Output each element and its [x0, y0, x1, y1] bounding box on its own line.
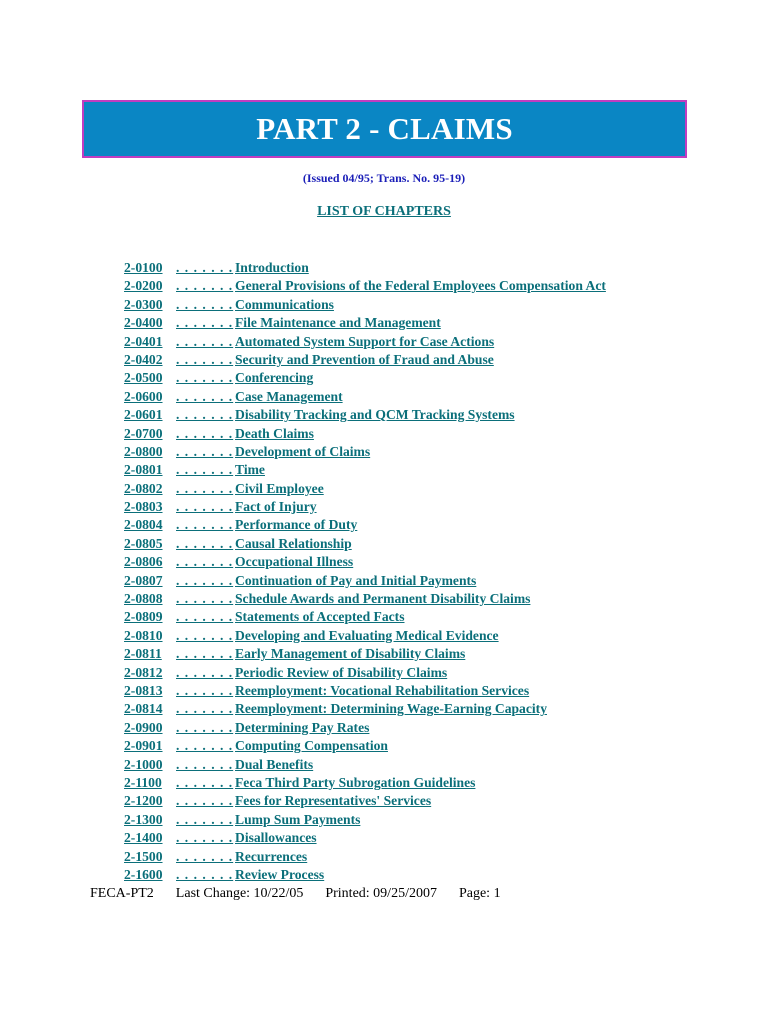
chapter-link-2-0809[interactable]	[124, 608, 405, 626]
chapter-link-2-1300[interactable]	[124, 811, 360, 829]
chapter-item	[124, 314, 606, 332]
chapter-title: Death Claims	[235, 425, 314, 441]
chapter-number: 2-0810	[124, 627, 163, 643]
chapter-title: Performance of Duty	[235, 517, 358, 533]
chapter-link-2-0814[interactable]	[124, 700, 547, 718]
chapter-item	[124, 498, 606, 516]
chapter-leader-dots: . . . . . . .	[176, 517, 234, 533]
chapter-item	[124, 535, 606, 553]
chapter-item	[124, 277, 606, 295]
chapter-number: 2-1600	[124, 866, 163, 882]
chapter-number: 2-0803	[124, 499, 163, 515]
chapter-item	[124, 480, 606, 498]
chapter-number: 2-0806	[124, 554, 163, 570]
chapter-item	[124, 369, 606, 387]
chapter-item	[124, 774, 606, 792]
chapter-leader-dots: . . . . . . .	[176, 370, 234, 386]
chapter-item	[124, 388, 606, 406]
chapter-item	[124, 553, 606, 571]
chapter-leader-dots: . . . . . . .	[176, 866, 234, 882]
chapter-item	[124, 333, 606, 351]
chapter-link-2-0300[interactable]	[124, 296, 334, 314]
chapter-leader-dots: . . . . . . .	[176, 296, 234, 312]
chapter-link-2-0803[interactable]	[124, 498, 317, 516]
chapter-item	[124, 461, 606, 479]
chapter-link-2-0200[interactable]	[124, 277, 606, 295]
chapter-link-2-1500[interactable]	[124, 848, 307, 866]
chapter-link-2-0500[interactable]	[124, 369, 313, 387]
chapter-item	[124, 792, 606, 810]
chapter-leader-dots: . . . . . . .	[176, 425, 234, 441]
chapter-title: Development of Claims	[235, 443, 371, 459]
chapter-leader-dots: . . . . . . .	[176, 591, 234, 607]
chapter-item	[124, 516, 606, 534]
chapter-item	[124, 682, 606, 700]
chapter-leader-dots: . . . . . . .	[176, 664, 234, 680]
chapter-leader-dots: . . . . . . .	[176, 572, 234, 588]
chapter-leader-dots: . . . . . . .	[176, 407, 234, 423]
issued-note: (Issued 04/95; Trans. No. 95-19)	[302, 171, 466, 185]
chapter-title: Statements of Accepted Facts	[235, 609, 405, 625]
chapter-title: Lump Sum Payments	[235, 811, 361, 827]
chapter-number: 2-1500	[124, 848, 163, 864]
footer-page-number: Page: 1	[458, 886, 501, 901]
chapter-link-2-0601[interactable]	[124, 406, 515, 424]
chapter-leader-dots: . . . . . . .	[176, 682, 234, 698]
chapter-title: File Maintenance and Management	[235, 315, 441, 331]
chapter-number: 2-0804	[124, 517, 163, 533]
chapter-title: Civil Employee	[235, 480, 324, 496]
chapter-title: Introduction	[235, 260, 309, 275]
chapter-link-2-0811[interactable]	[124, 645, 465, 663]
chapter-item	[124, 848, 606, 866]
chapter-link-2-1200[interactable]	[124, 792, 431, 810]
chapter-link-2-1400[interactable]	[124, 829, 317, 847]
chapter-number: 2-0601	[124, 407, 163, 423]
chapter-link-2-0901[interactable]	[124, 737, 388, 755]
chapter-title: Dual Benefits	[235, 756, 314, 772]
chapter-link-2-0900[interactable]	[124, 719, 369, 737]
chapter-link-2-0807[interactable]	[124, 572, 476, 590]
chapter-number: 2-0814	[124, 701, 163, 717]
chapter-title: Causal Relationship	[235, 535, 352, 551]
chapter-title: Reemployment: Determining Wage-Earning Capacity	[235, 701, 547, 717]
chapter-title: Conferencing	[235, 370, 314, 386]
chapter-item	[124, 572, 606, 590]
chapter-link-2-1600[interactable]	[124, 866, 324, 884]
chapter-number: 2-0801	[124, 462, 163, 478]
chapter-link-2-0812[interactable]	[124, 664, 447, 682]
chapter-title: Disallowances	[235, 830, 317, 846]
chapter-leader-dots: . . . . . . .	[176, 315, 234, 331]
chapter-number: 2-0808	[124, 591, 163, 607]
chapter-number: 2-0901	[124, 738, 163, 754]
chapter-item	[124, 645, 606, 663]
chapter-title: Time	[235, 462, 265, 478]
chapter-item	[124, 627, 606, 645]
page-title: PART 2 - CLAIMS	[256, 111, 513, 146]
chapter-leader-dots: . . . . . . .	[176, 756, 234, 772]
chapter-link-2-0813[interactable]	[124, 682, 529, 700]
chapter-leader-dots: . . . . . . .	[176, 554, 234, 570]
chapter-leader-dots: . . . . . . .	[176, 774, 234, 790]
chapter-link-2-0806[interactable]	[124, 553, 353, 571]
chapter-link-2-0810[interactable]	[124, 627, 499, 645]
chapter-leader-dots: . . . . . . .	[176, 260, 234, 275]
chapter-leader-dots: . . . . . . .	[176, 462, 234, 478]
chapter-item	[124, 608, 606, 626]
chapter-item	[124, 737, 606, 755]
chapter-leader-dots: . . . . . . .	[176, 719, 234, 735]
chapter-title: Determining Pay Rates	[235, 719, 370, 735]
chapter-leader-dots: . . . . . . .	[176, 848, 234, 864]
chapter-title: Automated System Support for Case Actions	[235, 333, 495, 349]
chapter-item	[124, 719, 606, 737]
chapter-number: 2-0300	[124, 296, 163, 312]
chapter-leader-dots: . . . . . . .	[176, 627, 234, 643]
chapter-number: 2-0811	[124, 646, 162, 662]
chapter-leader-dots: . . . . . . .	[176, 609, 234, 625]
chapter-link-2-1100[interactable]	[124, 774, 475, 792]
chapter-item	[124, 406, 606, 424]
chapter-link-2-0700[interactable]	[124, 425, 314, 443]
chapter-leader-dots: . . . . . . .	[176, 388, 234, 404]
chapter-number: 2-0805	[124, 535, 163, 551]
chapter-item	[124, 664, 606, 682]
chapter-title: Computing Compensation	[235, 738, 388, 754]
chapter-number: 2-0800	[124, 443, 163, 459]
chapter-number: 2-1000	[124, 756, 163, 772]
chapter-leader-dots: . . . . . . .	[176, 646, 234, 662]
chapter-item	[124, 425, 606, 443]
page-footer	[90, 886, 523, 902]
chapter-item	[124, 811, 606, 829]
list-of-chapters-heading[interactable]: LIST OF CHAPTERS	[317, 204, 451, 219]
chapter-link-2-0802[interactable]	[124, 480, 324, 498]
chapter-number: 2-0200	[124, 278, 163, 294]
chapter-number: 2-0812	[124, 664, 163, 680]
chapter-link-2-1000[interactable]	[124, 756, 313, 774]
chapter-link-2-0100[interactable]	[124, 259, 309, 277]
chapter-leader-dots: . . . . . . .	[176, 811, 234, 827]
footer-doc-id: FECA-PT2	[90, 886, 154, 901]
chapter-title: General Provisions of the Federal Employees Compensation Act	[235, 278, 606, 294]
chapter-title: Disability Tracking and QCM Tracking Systems	[235, 407, 515, 423]
chapter-link-2-0600[interactable]	[124, 388, 343, 406]
chapter-number: 2-0500	[124, 370, 163, 386]
chapter-item	[124, 829, 606, 847]
title-banner	[82, 100, 687, 158]
chapter-item	[124, 700, 606, 718]
chapter-number: 2-1200	[124, 793, 163, 809]
chapter-number: 2-0813	[124, 682, 163, 698]
chapter-leader-dots: . . . . . . .	[176, 278, 234, 294]
chapter-link-2-0808[interactable]	[124, 590, 530, 608]
chapter-list	[124, 259, 606, 884]
chapter-item	[124, 443, 606, 461]
chapter-title: Schedule Awards and Permanent Disability Claims	[235, 591, 531, 607]
chapter-item	[124, 351, 606, 369]
chapter-link-2-0401[interactable]	[124, 333, 494, 351]
chapter-link-2-0804[interactable]	[124, 516, 357, 534]
chapter-item	[124, 756, 606, 774]
chapter-number: 2-0807	[124, 572, 163, 588]
chapter-number: 2-1300	[124, 811, 163, 827]
chapter-leader-dots: . . . . . . .	[176, 351, 234, 367]
chapter-leader-dots: . . . . . . .	[176, 499, 234, 515]
chapter-title: Early Management of Disability Claims	[235, 646, 466, 662]
chapter-number: 2-1100	[124, 774, 162, 790]
chapter-item	[124, 866, 606, 884]
chapter-title: Fees for Representatives' Services	[235, 793, 432, 809]
chapter-link-2-0402[interactable]	[124, 351, 494, 369]
chapter-number: 2-0400	[124, 315, 163, 331]
chapter-item	[124, 259, 606, 277]
chapter-number: 2-0700	[124, 425, 163, 441]
footer-last-change: Last Change: 10/22/05	[175, 886, 304, 901]
chapter-title: Review Process	[235, 866, 325, 882]
chapter-leader-dots: . . . . . . .	[176, 738, 234, 754]
chapter-item	[124, 296, 606, 314]
chapter-leader-dots: . . . . . . .	[176, 830, 234, 846]
chapter-title: Developing and Evaluating Medical Evidence	[235, 627, 499, 643]
chapter-item	[124, 590, 606, 608]
chapter-leader-dots: . . . . . . .	[176, 701, 234, 717]
chapter-leader-dots: . . . . . . .	[176, 535, 234, 551]
chapter-title: Occupational Illness	[235, 554, 354, 570]
chapter-link-2-0400[interactable]	[124, 314, 441, 332]
chapter-title: Continuation of Pay and Initial Payments	[235, 572, 477, 588]
chapter-title: Reemployment: Vocational Rehabilitation Services	[235, 682, 530, 698]
chapter-title: Communications	[235, 296, 334, 312]
footer-printed: Printed: 09/25/2007	[325, 886, 437, 901]
chapter-link-2-0805[interactable]	[124, 535, 352, 553]
chapter-title: Feca Third Party Subrogation Guidelines	[235, 774, 476, 790]
chapter-number: 2-0401	[124, 333, 163, 349]
chapter-number: 2-0402	[124, 351, 163, 367]
chapter-title: Periodic Review of Disability Claims	[235, 664, 448, 680]
chapter-leader-dots: . . . . . . .	[176, 793, 234, 809]
chapter-leader-dots: . . . . . . .	[176, 443, 234, 459]
chapter-title: Case Management	[235, 388, 343, 404]
chapter-number: 2-0802	[124, 480, 163, 496]
chapter-number: 2-1400	[124, 830, 163, 846]
chapter-number: 2-0809	[124, 609, 163, 625]
chapter-leader-dots: . . . . . . .	[176, 333, 234, 349]
chapter-title: Recurrences	[235, 848, 308, 864]
chapter-number: 2-0900	[124, 719, 163, 735]
chapter-leader-dots: . . . . . . .	[176, 480, 234, 496]
chapter-link-2-0801[interactable]	[124, 461, 265, 479]
chapter-number: 2-0100	[124, 260, 163, 275]
chapter-link-2-0800[interactable]	[124, 443, 370, 461]
chapter-title: Security and Prevention of Fraud and Abuse	[235, 351, 494, 367]
chapter-number: 2-0600	[124, 388, 163, 404]
chapter-title: Fact of Injury	[235, 499, 317, 515]
